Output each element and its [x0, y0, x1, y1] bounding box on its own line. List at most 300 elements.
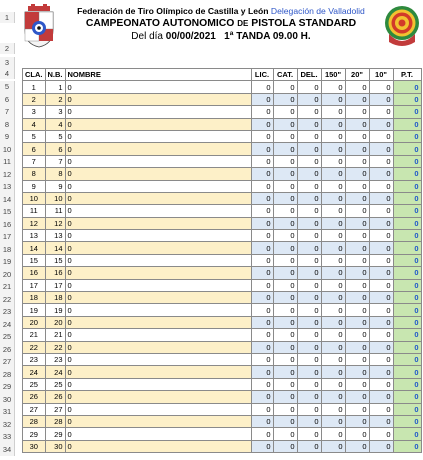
cell-lic[interactable]: 0	[251, 353, 273, 365]
cell-s20[interactable]: 0	[345, 254, 369, 266]
cell-nb[interactable]: 4	[45, 118, 65, 130]
cell-cla[interactable]: 18	[23, 292, 46, 304]
cell-cla[interactable]: 7	[23, 155, 46, 167]
cell-cat[interactable]: 0	[273, 254, 297, 266]
cell-s150[interactable]: 0	[321, 267, 345, 279]
cell-s10[interactable]: 0	[369, 217, 393, 229]
row-number[interactable]: 18	[0, 244, 15, 257]
cell-del[interactable]: 0	[297, 81, 321, 93]
table-row[interactable]	[23, 130, 422, 142]
cell-s150[interactable]: 0	[321, 428, 345, 440]
table-row[interactable]	[23, 106, 422, 118]
cell-cla[interactable]: 8	[23, 168, 46, 180]
cell-s10[interactable]: 0	[369, 391, 393, 403]
cell-lic[interactable]: 0	[251, 93, 273, 105]
cell-cat[interactable]: 0	[273, 440, 297, 452]
row-number[interactable]: 19	[0, 256, 15, 269]
cell-lic[interactable]: 0	[251, 391, 273, 403]
cell-del[interactable]: 0	[297, 168, 321, 180]
cell-nb[interactable]: 3	[45, 106, 65, 118]
cell-nombre[interactable]: 0	[65, 180, 251, 192]
cell-s20[interactable]: 0	[345, 118, 369, 130]
cell-cla[interactable]: 2	[23, 93, 46, 105]
cell-pt[interactable]: 0	[393, 415, 421, 427]
cell-del[interactable]: 0	[297, 279, 321, 291]
cell-cat[interactable]: 0	[273, 155, 297, 167]
cell-cla[interactable]: 21	[23, 329, 46, 341]
table-row[interactable]	[23, 329, 422, 341]
cell-nb[interactable]: 18	[45, 292, 65, 304]
cell-nombre[interactable]: 0	[65, 143, 251, 155]
cell-s20[interactable]: 0	[345, 366, 369, 378]
row-number[interactable]: 33	[0, 431, 15, 444]
table-row[interactable]	[23, 341, 422, 353]
cell-s10[interactable]: 0	[369, 403, 393, 415]
cell-del[interactable]: 0	[297, 143, 321, 155]
cell-s20[interactable]: 0	[345, 143, 369, 155]
table-row[interactable]	[23, 143, 422, 155]
cell-nombre[interactable]: 0	[65, 391, 251, 403]
cell-cla[interactable]: 16	[23, 267, 46, 279]
cell-nb[interactable]: 9	[45, 180, 65, 192]
cell-s150[interactable]: 0	[321, 366, 345, 378]
cell-lic[interactable]: 0	[251, 267, 273, 279]
cell-nb[interactable]: 27	[45, 403, 65, 415]
table-row[interactable]	[23, 267, 422, 279]
cell-s150[interactable]: 0	[321, 130, 345, 142]
cell-nb[interactable]: 13	[45, 230, 65, 242]
cell-s10[interactable]: 0	[369, 230, 393, 242]
row-number[interactable]: 25	[0, 331, 15, 344]
cell-cat[interactable]: 0	[273, 217, 297, 229]
table-row[interactable]	[23, 93, 422, 105]
cell-s10[interactable]: 0	[369, 366, 393, 378]
cell-cat[interactable]: 0	[273, 428, 297, 440]
table-row[interactable]	[23, 279, 422, 291]
cell-lic[interactable]: 0	[251, 378, 273, 390]
cell-nombre[interactable]: 0	[65, 254, 251, 266]
cell-pt[interactable]: 0	[393, 403, 421, 415]
cell-del[interactable]: 0	[297, 230, 321, 242]
cell-del[interactable]: 0	[297, 440, 321, 452]
cell-cat[interactable]: 0	[273, 341, 297, 353]
cell-nombre[interactable]: 0	[65, 267, 251, 279]
cell-s150[interactable]: 0	[321, 230, 345, 242]
table-row[interactable]	[23, 192, 422, 204]
cell-s150[interactable]: 0	[321, 180, 345, 192]
cell-s10[interactable]: 0	[369, 93, 393, 105]
cell-s20[interactable]: 0	[345, 205, 369, 217]
table-row[interactable]	[23, 118, 422, 130]
cell-nb[interactable]: 14	[45, 242, 65, 254]
cell-cat[interactable]: 0	[273, 106, 297, 118]
table-row[interactable]	[23, 403, 422, 415]
table-row[interactable]	[23, 415, 422, 427]
cell-s20[interactable]: 0	[345, 403, 369, 415]
cell-nombre[interactable]: 0	[65, 378, 251, 390]
cell-s20[interactable]: 0	[345, 130, 369, 142]
cell-del[interactable]: 0	[297, 242, 321, 254]
row-number[interactable]: 12	[0, 169, 15, 182]
cell-cat[interactable]: 0	[273, 168, 297, 180]
cell-s10[interactable]: 0	[369, 353, 393, 365]
cell-pt[interactable]: 0	[393, 329, 421, 341]
cell-cla[interactable]: 20	[23, 316, 46, 328]
cell-cla[interactable]: 3	[23, 106, 46, 118]
cell-cla[interactable]: 11	[23, 205, 46, 217]
cell-cat[interactable]: 0	[273, 93, 297, 105]
cell-nb[interactable]: 1	[45, 81, 65, 93]
cell-s150[interactable]: 0	[321, 205, 345, 217]
cell-s150[interactable]: 0	[321, 81, 345, 93]
cell-s10[interactable]: 0	[369, 205, 393, 217]
cell-lic[interactable]: 0	[251, 428, 273, 440]
cell-nombre[interactable]: 0	[65, 279, 251, 291]
cell-s150[interactable]: 0	[321, 403, 345, 415]
cell-pt[interactable]: 0	[393, 316, 421, 328]
cell-nb[interactable]: 12	[45, 217, 65, 229]
cell-s10[interactable]: 0	[369, 106, 393, 118]
cell-nb[interactable]: 21	[45, 329, 65, 341]
cell-pt[interactable]: 0	[393, 143, 421, 155]
cell-s10[interactable]: 0	[369, 440, 393, 452]
cell-lic[interactable]: 0	[251, 230, 273, 242]
cell-nombre[interactable]: 0	[65, 217, 251, 229]
cell-s150[interactable]: 0	[321, 353, 345, 365]
cell-cla[interactable]: 17	[23, 279, 46, 291]
cell-lic[interactable]: 0	[251, 440, 273, 452]
cell-pt[interactable]: 0	[393, 391, 421, 403]
cell-s150[interactable]: 0	[321, 168, 345, 180]
table-row[interactable]	[23, 205, 422, 217]
cell-nb[interactable]: 2	[45, 93, 65, 105]
cell-cat[interactable]: 0	[273, 292, 297, 304]
cell-cat[interactable]: 0	[273, 378, 297, 390]
cell-cat[interactable]: 0	[273, 143, 297, 155]
cell-nombre[interactable]: 0	[65, 366, 251, 378]
cell-del[interactable]: 0	[297, 180, 321, 192]
cell-pt[interactable]: 0	[393, 254, 421, 266]
cell-del[interactable]: 0	[297, 155, 321, 167]
cell-del[interactable]: 0	[297, 192, 321, 204]
table-row[interactable]	[23, 217, 422, 229]
cell-s10[interactable]: 0	[369, 378, 393, 390]
cell-lic[interactable]: 0	[251, 403, 273, 415]
cell-cat[interactable]: 0	[273, 304, 297, 316]
cell-nb[interactable]: 24	[45, 366, 65, 378]
cell-lic[interactable]: 0	[251, 415, 273, 427]
row-number[interactable]: 8	[0, 119, 15, 132]
cell-cla[interactable]: 30	[23, 440, 46, 452]
row-number[interactable]: 3	[0, 57, 15, 68]
cell-s150[interactable]: 0	[321, 440, 345, 452]
cell-s20[interactable]: 0	[345, 192, 369, 204]
cell-cla[interactable]: 6	[23, 143, 46, 155]
table-row[interactable]	[23, 155, 422, 167]
row-number[interactable]: 30	[0, 394, 15, 407]
row-number[interactable]: 23	[0, 306, 15, 319]
cell-nb[interactable]: 11	[45, 205, 65, 217]
cell-nombre[interactable]: 0	[65, 440, 251, 452]
cell-s10[interactable]: 0	[369, 428, 393, 440]
cell-cla[interactable]: 1	[23, 81, 46, 93]
cell-s10[interactable]: 0	[369, 341, 393, 353]
cell-nombre[interactable]: 0	[65, 428, 251, 440]
cell-lic[interactable]: 0	[251, 304, 273, 316]
row-number[interactable]: 22	[0, 294, 15, 307]
table-row[interactable]	[23, 316, 422, 328]
cell-pt[interactable]: 0	[393, 217, 421, 229]
table-row[interactable]	[23, 230, 422, 242]
cell-del[interactable]: 0	[297, 329, 321, 341]
cell-cla[interactable]: 23	[23, 353, 46, 365]
cell-pt[interactable]: 0	[393, 192, 421, 204]
cell-s20[interactable]: 0	[345, 267, 369, 279]
cell-cla[interactable]: 4	[23, 118, 46, 130]
cell-nombre[interactable]: 0	[65, 292, 251, 304]
cell-lic[interactable]: 0	[251, 81, 273, 93]
cell-s20[interactable]: 0	[345, 415, 369, 427]
cell-nombre[interactable]: 0	[65, 81, 251, 93]
cell-s10[interactable]: 0	[369, 415, 393, 427]
cell-s10[interactable]: 0	[369, 279, 393, 291]
cell-del[interactable]: 0	[297, 217, 321, 229]
cell-del[interactable]: 0	[297, 254, 321, 266]
cell-s10[interactable]: 0	[369, 81, 393, 93]
cell-nb[interactable]: 8	[45, 168, 65, 180]
cell-nombre[interactable]: 0	[65, 415, 251, 427]
cell-cla[interactable]: 26	[23, 391, 46, 403]
row-number[interactable]: 20	[0, 269, 15, 282]
cell-cat[interactable]: 0	[273, 192, 297, 204]
cell-s150[interactable]: 0	[321, 242, 345, 254]
cell-del[interactable]: 0	[297, 267, 321, 279]
cell-nombre[interactable]: 0	[65, 118, 251, 130]
table-row[interactable]	[23, 440, 422, 452]
cell-s150[interactable]: 0	[321, 155, 345, 167]
cell-s20[interactable]: 0	[345, 428, 369, 440]
cell-nombre[interactable]: 0	[65, 155, 251, 167]
cell-s150[interactable]: 0	[321, 118, 345, 130]
cell-cla[interactable]: 9	[23, 180, 46, 192]
row-number[interactable]: 1	[0, 12, 15, 23]
cell-nb[interactable]: 26	[45, 391, 65, 403]
cell-pt[interactable]: 0	[393, 440, 421, 452]
cell-pt[interactable]: 0	[393, 130, 421, 142]
cell-nb[interactable]: 22	[45, 341, 65, 353]
cell-lic[interactable]: 0	[251, 168, 273, 180]
cell-pt[interactable]: 0	[393, 378, 421, 390]
cell-del[interactable]: 0	[297, 118, 321, 130]
cell-cla[interactable]: 15	[23, 254, 46, 266]
cell-s10[interactable]: 0	[369, 304, 393, 316]
row-number[interactable]: 16	[0, 219, 15, 232]
table-row[interactable]	[23, 378, 422, 390]
cell-s10[interactable]: 0	[369, 292, 393, 304]
cell-nombre[interactable]: 0	[65, 93, 251, 105]
cell-pt[interactable]: 0	[393, 292, 421, 304]
table-row[interactable]	[23, 81, 422, 93]
cell-del[interactable]: 0	[297, 366, 321, 378]
cell-s150[interactable]: 0	[321, 292, 345, 304]
cell-nb[interactable]: 25	[45, 378, 65, 390]
cell-s20[interactable]: 0	[345, 316, 369, 328]
cell-s150[interactable]: 0	[321, 106, 345, 118]
row-number[interactable]: 6	[0, 94, 15, 107]
cell-del[interactable]: 0	[297, 353, 321, 365]
cell-del[interactable]: 0	[297, 316, 321, 328]
cell-pt[interactable]: 0	[393, 366, 421, 378]
cell-nb[interactable]: 5	[45, 130, 65, 142]
row-number[interactable]: 29	[0, 381, 15, 394]
cell-s150[interactable]: 0	[321, 93, 345, 105]
row-number[interactable]: 4	[0, 68, 15, 79]
cell-nombre[interactable]: 0	[65, 353, 251, 365]
cell-s150[interactable]: 0	[321, 391, 345, 403]
table-row[interactable]	[23, 242, 422, 254]
cell-nb[interactable]: 20	[45, 316, 65, 328]
cell-lic[interactable]: 0	[251, 316, 273, 328]
cell-cat[interactable]: 0	[273, 230, 297, 242]
cell-lic[interactable]: 0	[251, 192, 273, 204]
cell-nb[interactable]: 7	[45, 155, 65, 167]
cell-nombre[interactable]: 0	[65, 230, 251, 242]
cell-s20[interactable]: 0	[345, 353, 369, 365]
cell-del[interactable]: 0	[297, 292, 321, 304]
cell-s20[interactable]: 0	[345, 242, 369, 254]
cell-s20[interactable]: 0	[345, 292, 369, 304]
cell-nb[interactable]: 6	[45, 143, 65, 155]
row-number[interactable]: 34	[0, 444, 15, 457]
row-number[interactable]: 24	[0, 319, 15, 332]
table-row[interactable]	[23, 353, 422, 365]
cell-cat[interactable]: 0	[273, 403, 297, 415]
row-number[interactable]: 31	[0, 406, 15, 419]
cell-s20[interactable]: 0	[345, 106, 369, 118]
cell-lic[interactable]: 0	[251, 180, 273, 192]
row-number[interactable]: 11	[0, 156, 15, 169]
table-row[interactable]	[23, 292, 422, 304]
row-number[interactable]: 7	[0, 106, 15, 119]
cell-s10[interactable]: 0	[369, 180, 393, 192]
cell-del[interactable]: 0	[297, 341, 321, 353]
row-number[interactable]: 15	[0, 206, 15, 219]
cell-cat[interactable]: 0	[273, 267, 297, 279]
cell-pt[interactable]: 0	[393, 155, 421, 167]
cell-cat[interactable]: 0	[273, 353, 297, 365]
cell-s150[interactable]: 0	[321, 378, 345, 390]
cell-s20[interactable]: 0	[345, 440, 369, 452]
cell-cla[interactable]: 24	[23, 366, 46, 378]
table-row[interactable]	[23, 366, 422, 378]
row-number[interactable]: 21	[0, 281, 15, 294]
cell-s150[interactable]: 0	[321, 279, 345, 291]
cell-lic[interactable]: 0	[251, 155, 273, 167]
cell-lic[interactable]: 0	[251, 292, 273, 304]
cell-s20[interactable]: 0	[345, 230, 369, 242]
cell-nb[interactable]: 19	[45, 304, 65, 316]
cell-s150[interactable]: 0	[321, 143, 345, 155]
cell-lic[interactable]: 0	[251, 130, 273, 142]
cell-nombre[interactable]: 0	[65, 329, 251, 341]
cell-s20[interactable]: 0	[345, 155, 369, 167]
cell-s10[interactable]: 0	[369, 316, 393, 328]
cell-del[interactable]: 0	[297, 93, 321, 105]
row-number[interactable]: 9	[0, 131, 15, 144]
table-row[interactable]	[23, 180, 422, 192]
row-number[interactable]: 5	[0, 81, 15, 94]
cell-nombre[interactable]: 0	[65, 304, 251, 316]
cell-pt[interactable]: 0	[393, 279, 421, 291]
cell-s20[interactable]: 0	[345, 378, 369, 390]
cell-cat[interactable]: 0	[273, 118, 297, 130]
cell-s10[interactable]: 0	[369, 143, 393, 155]
cell-cat[interactable]: 0	[273, 242, 297, 254]
cell-del[interactable]: 0	[297, 130, 321, 142]
cell-pt[interactable]: 0	[393, 118, 421, 130]
cell-pt[interactable]: 0	[393, 341, 421, 353]
cell-pt[interactable]: 0	[393, 230, 421, 242]
table-row[interactable]	[23, 304, 422, 316]
cell-nombre[interactable]: 0	[65, 205, 251, 217]
cell-pt[interactable]: 0	[393, 353, 421, 365]
cell-nb[interactable]: 15	[45, 254, 65, 266]
cell-cla[interactable]: 10	[23, 192, 46, 204]
cell-s150[interactable]: 0	[321, 316, 345, 328]
cell-pt[interactable]: 0	[393, 304, 421, 316]
cell-nombre[interactable]: 0	[65, 341, 251, 353]
cell-s20[interactable]: 0	[345, 304, 369, 316]
cell-s20[interactable]: 0	[345, 168, 369, 180]
cell-del[interactable]: 0	[297, 428, 321, 440]
cell-pt[interactable]: 0	[393, 205, 421, 217]
cell-cat[interactable]: 0	[273, 329, 297, 341]
row-number[interactable]: 2	[0, 43, 15, 54]
cell-lic[interactable]: 0	[251, 143, 273, 155]
cell-lic[interactable]: 0	[251, 329, 273, 341]
cell-cat[interactable]: 0	[273, 391, 297, 403]
cell-s150[interactable]: 0	[321, 341, 345, 353]
row-number[interactable]: 13	[0, 181, 15, 194]
cell-cat[interactable]: 0	[273, 205, 297, 217]
cell-cla[interactable]: 25	[23, 378, 46, 390]
cell-nb[interactable]: 23	[45, 353, 65, 365]
cell-pt[interactable]: 0	[393, 428, 421, 440]
cell-nombre[interactable]: 0	[65, 192, 251, 204]
cell-lic[interactable]: 0	[251, 106, 273, 118]
cell-s20[interactable]: 0	[345, 279, 369, 291]
cell-del[interactable]: 0	[297, 403, 321, 415]
cell-nb[interactable]: 10	[45, 192, 65, 204]
table-row[interactable]	[23, 428, 422, 440]
cell-nb[interactable]: 17	[45, 279, 65, 291]
cell-s10[interactable]: 0	[369, 254, 393, 266]
cell-cla[interactable]: 13	[23, 230, 46, 242]
cell-nb[interactable]: 16	[45, 267, 65, 279]
cell-lic[interactable]: 0	[251, 279, 273, 291]
cell-cla[interactable]: 22	[23, 341, 46, 353]
cell-s20[interactable]: 0	[345, 341, 369, 353]
cell-del[interactable]: 0	[297, 415, 321, 427]
cell-s150[interactable]: 0	[321, 254, 345, 266]
cell-pt[interactable]: 0	[393, 168, 421, 180]
cell-del[interactable]: 0	[297, 106, 321, 118]
cell-cat[interactable]: 0	[273, 130, 297, 142]
cell-cat[interactable]: 0	[273, 180, 297, 192]
cell-pt[interactable]: 0	[393, 267, 421, 279]
cell-nombre[interactable]: 0	[65, 403, 251, 415]
cell-lic[interactable]: 0	[251, 341, 273, 353]
